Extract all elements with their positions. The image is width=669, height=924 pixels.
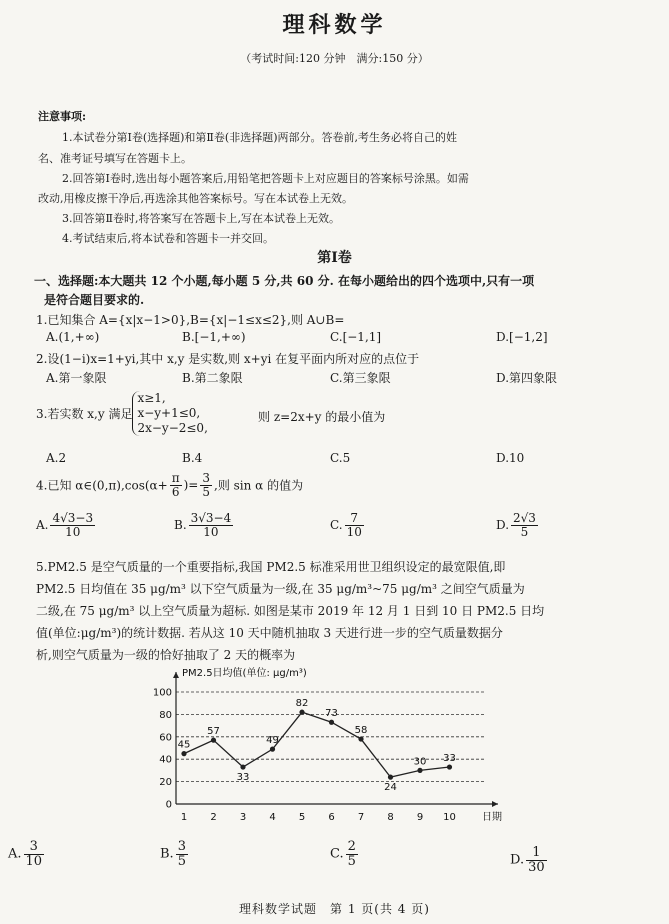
x-axis-arrow — [492, 801, 498, 807]
q1-option-c: C.[−1,1] — [330, 330, 382, 344]
x-tick-label: 6 — [328, 812, 335, 823]
notice-line: 4.考试结束后,将本试卷和答题卡一并交回。 — [62, 232, 274, 245]
q4-mid: )= — [183, 478, 199, 493]
x-tick-label: 3 — [239, 812, 247, 823]
x-axis-label: 日期 — [482, 812, 502, 823]
exam-info: （考试时间:120 分钟 满分:150 分） — [240, 52, 429, 65]
question-5-line: 析,则空气质量为一级的恰好抽取了 2 天的概率为 — [36, 648, 296, 662]
question-5-line: PM2.5 日均值在 35 μg/m³ 以下空气质量为一级,在 35 μg/m³~75 μg/m³ 之间空气质量为 — [36, 582, 525, 596]
q5-option-b: B. $\frac{3}{5}$ — [160, 839, 186, 869]
q4-suffix: ,则 sin α 的值为 — [214, 478, 304, 493]
data-point — [447, 764, 452, 769]
q3-constraint: x≥1, — [137, 391, 166, 405]
x-tick-label: 10 — [443, 812, 456, 823]
notice-heading: 注意事项: — [38, 110, 87, 123]
notice-line: 2.回答第Ⅰ卷时,选出每小题答案后,用铅笔把答题卡上对应题目的答案标号涂黑。如需 — [62, 172, 469, 185]
x-tick-label: 9 — [416, 812, 424, 823]
q4-option-d: D. $\frac{2√3}{5}$ — [496, 511, 536, 539]
part-heading: 第Ⅰ卷 — [317, 250, 352, 266]
series-line — [184, 712, 450, 777]
y-tick-label: 80 — [159, 709, 172, 721]
q2-option-a: A.第一象限 — [46, 371, 107, 385]
data-point — [181, 751, 186, 756]
x-tick-label: 7 — [357, 812, 365, 823]
data-label: 30 — [413, 756, 427, 768]
notice-line: 3.回答第Ⅱ卷时,将答案写在答题卡上,写在本试卷上无效。 — [62, 212, 340, 225]
q1-option-a: A.(1,+∞) — [46, 330, 100, 344]
q5-option-d: D. $\frac{1}{30}$ — [510, 845, 545, 875]
q3-option-d: D.10 — [496, 451, 525, 465]
q3-constraint: x−y+1≤0, — [137, 406, 201, 420]
question-5-line: 5.PM2.5 是空气质量的一个重要指标,我国 PM2.5 标准采用世卫组织设定的最宽限值,即 — [36, 560, 506, 574]
q3-constraint: 2x−y−2≤0, — [137, 421, 208, 435]
q3-constraints — [132, 391, 207, 436]
pi-over-6-fraction: $\frac{\pi}{6}$ — [171, 471, 180, 499]
data-point — [358, 736, 363, 741]
data-point — [299, 710, 304, 715]
q3-option-b: B.4 — [182, 451, 203, 465]
x-tick-label: 5 — [298, 812, 306, 823]
q5-option-c: C. $\frac{2}{5}$ — [330, 839, 356, 869]
q5-option-a: A. $\frac{3}{10}$ — [8, 839, 43, 869]
data-point — [270, 747, 275, 752]
data-point — [211, 738, 216, 743]
x-tick-label: 4 — [269, 812, 276, 823]
section-intro: 是符合题目要求的. — [44, 293, 145, 307]
x-tick-label: 2 — [210, 812, 217, 823]
q3-option-c: C.5 — [330, 451, 351, 465]
question-3-stem — [36, 391, 208, 436]
data-label: 73 — [325, 708, 338, 720]
y-tick-label: 100 — [152, 687, 172, 699]
question-2-stem: 2.设(1−i)x=1+yi,其中 x,y 是实数,则 x+yi 在复平面内所对应的点位于 — [36, 352, 420, 366]
notice-line: 名、准考证号填写在答题卡上。 — [38, 152, 192, 165]
q3-prefix: 3.若实数 x,y 满足 — [36, 407, 133, 421]
q4-option-b: B. $\frac{3√3-4}{10}$ — [174, 511, 232, 539]
question-5-line: 值(单位:μg/m³)的统计数据. 若从这 10 天中随机抽取 3 天进行进一步的空气质量数据分 — [36, 626, 503, 640]
q2-option-d: D.第四象限 — [496, 371, 558, 385]
q2-option-c: C.第三象限 — [330, 371, 391, 385]
q1-option-d: D.[−1,2] — [496, 330, 548, 344]
data-label: 33 — [443, 753, 456, 765]
three-fifths-fraction: $\frac{3}{5}$ — [202, 471, 210, 499]
section-intro: 一、选择题:本大题共 12 个小题,每小题 5 分,共 60 分. 在每小题给出的四个选项中,只有一项 — [34, 274, 535, 288]
y-tick-label: 60 — [159, 732, 172, 744]
x-tick-label: 8 — [387, 812, 394, 823]
notice-line: 改动,用橡皮擦干净后,再选涂其他答案标号。写在本试卷上无效。 — [38, 192, 353, 205]
q2-option-b: B.第二象限 — [182, 371, 243, 385]
data-label: 57 — [207, 726, 220, 738]
data-label: 45 — [177, 739, 191, 751]
q1-option-b: B.[−1,+∞) — [182, 330, 246, 344]
page-title: 理科数学 — [282, 12, 387, 38]
y-axis-arrow — [173, 672, 179, 678]
data-label: 24 — [384, 782, 397, 794]
notice-line: 1.本试卷分第Ⅰ卷(选择题)和第Ⅱ卷(非选择题)两部分。答卷前,考生务必将自己的姓 — [62, 131, 457, 144]
q4-option-c: C. $\frac{7}{10}$ — [330, 511, 362, 539]
data-point — [388, 775, 393, 780]
x-tick-label: 1 — [180, 812, 188, 823]
question-5-line: 二级,在 75 μg/m³ 以上空气质量为超标. 如图是某市 2019 年 12 月 1 日到 10 日 PM2.5 日均 — [36, 604, 545, 618]
data-label: 58 — [354, 725, 368, 737]
chart-title: PM2.5日均值(单位: μg/m³) — [182, 668, 307, 679]
page-footer: 理科数学试题 第 1 页(共 4 页) — [239, 902, 430, 916]
question-1-stem: 1.已知集合 A={x|x−1>0},B={x|−1≤x≤2},则 A∪B= — [36, 313, 345, 327]
data-label: 33 — [236, 772, 250, 784]
data-point — [240, 764, 245, 769]
y-tick-label: 20 — [159, 777, 172, 789]
data-label: 49 — [266, 735, 279, 747]
q3-suffix: 则 z=2x+y 的最小值为 — [258, 410, 386, 424]
data-point — [329, 720, 334, 725]
data-point — [417, 768, 422, 773]
question-4-stem — [36, 472, 303, 498]
q4-option-a: A. $\frac{4√3-3}{10}$ — [36, 511, 94, 539]
q4-prefix: 4.已知 α∈(0,π),cos(α+ — [36, 478, 168, 493]
q3-option-a: A.2 — [46, 451, 67, 465]
y-tick-label: 0 — [165, 799, 172, 811]
pm25-line-chart — [140, 662, 520, 834]
y-tick-label: 40 — [159, 754, 172, 766]
data-label: 82 — [295, 698, 309, 710]
